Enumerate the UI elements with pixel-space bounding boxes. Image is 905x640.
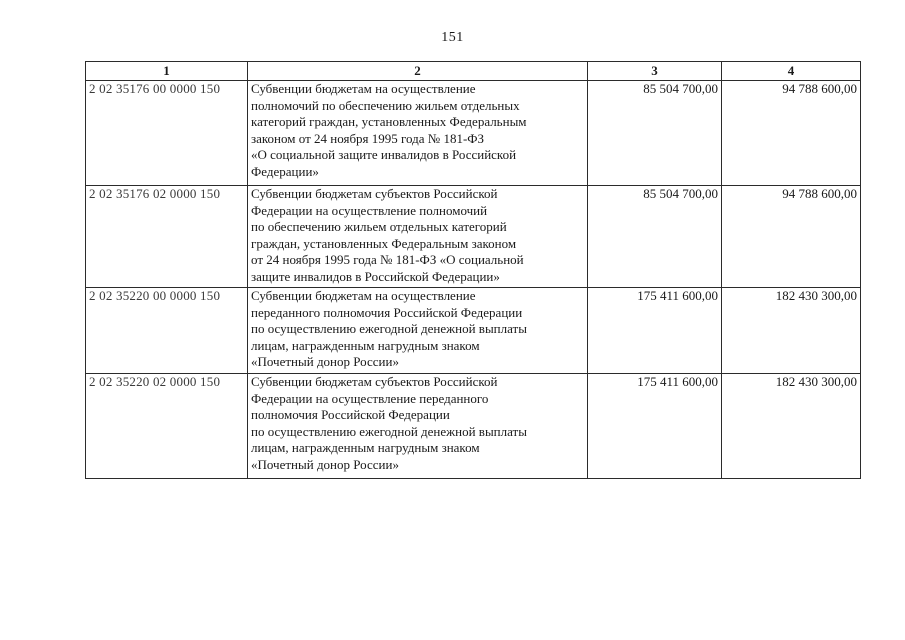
description-line: по осуществлению ежегодной денежной выплаты bbox=[251, 423, 527, 439]
description-line: Субвенции бюджетам субъектов Российской bbox=[251, 374, 498, 389]
description-line: полномочия Российской Федерации bbox=[251, 407, 450, 422]
description-line: Субвенции бюджетам субъектов Российской bbox=[251, 186, 498, 201]
budget-table bbox=[85, 61, 861, 479]
header-col-1: 1 bbox=[86, 62, 248, 81]
description-line: от 24 ноября 1995 года № 181-ФЗ «О социальной bbox=[251, 252, 524, 267]
description-line: Субвенции бюджетам на осуществление bbox=[251, 81, 476, 96]
description-line: переданного полномочия Российской Федерации bbox=[251, 304, 523, 320]
amount-col-4-cell: 182 430 300,00 bbox=[722, 288, 861, 374]
description-line: полномочий по обеспечению жильем отдельных bbox=[251, 97, 520, 113]
amount-col-4-cell: 94 788 600,00 bbox=[722, 81, 861, 186]
description-cell bbox=[248, 186, 588, 288]
description-line: «Почетный донор России» bbox=[251, 456, 399, 472]
description-line: категорий граждан, установленных Федеральным bbox=[251, 114, 527, 129]
description-line: по осуществлению ежегодной денежной выплаты bbox=[251, 321, 527, 336]
description-line: Федерации» bbox=[251, 163, 319, 179]
header-row bbox=[86, 62, 861, 81]
table-row bbox=[86, 186, 861, 288]
description-cell bbox=[248, 288, 588, 374]
amount-col-3-cell: 175 411 600,00 bbox=[588, 288, 722, 374]
table-row bbox=[86, 374, 861, 479]
amount-col-4-cell: 94 788 600,00 bbox=[722, 186, 861, 288]
header-col-2: 2 bbox=[248, 62, 588, 81]
table-body bbox=[86, 81, 861, 479]
table-row bbox=[86, 81, 861, 186]
description-cell bbox=[248, 374, 588, 479]
description-line: «О социальной защите инвалидов в Российской bbox=[251, 147, 517, 162]
amount-col-3-cell: 85 504 700,00 bbox=[588, 81, 722, 186]
description-cell bbox=[248, 81, 588, 186]
budget-code-cell: 2 02 35220 02 0000 150 bbox=[86, 374, 248, 479]
description-line: защите инвалидов в Российской Федерации» bbox=[251, 268, 500, 284]
budget-code-cell: 2 02 35176 02 0000 150 bbox=[86, 186, 248, 288]
description-line: «Почетный донор России» bbox=[251, 354, 399, 369]
header-col-3: 3 bbox=[588, 62, 722, 81]
description-line: лицам, награжденным нагрудным знаком bbox=[251, 440, 480, 455]
description-line: по обеспечению жильем отдельных категорий bbox=[251, 219, 507, 234]
description-line: граждан, установленных Федеральным законом bbox=[251, 235, 517, 251]
description-line: законом от 24 ноября 1995 года № 181-ФЗ bbox=[251, 130, 485, 146]
description-line: Федерации на осуществление полномочий bbox=[251, 202, 488, 218]
page-number: 151 bbox=[441, 30, 464, 45]
amount-col-3-cell: 175 411 600,00 bbox=[588, 374, 722, 479]
description-line: Субвенции бюджетам на осуществление bbox=[251, 288, 476, 303]
amount-col-3-cell: 85 504 700,00 bbox=[588, 186, 722, 288]
budget-code-cell: 2 02 35176 00 0000 150 bbox=[86, 81, 248, 186]
description-line: лицам, награжденным нагрудным знаком bbox=[251, 337, 480, 353]
amount-col-4-cell: 182 430 300,00 bbox=[722, 374, 861, 479]
table-header bbox=[86, 62, 861, 81]
header-col-4: 4 bbox=[722, 62, 861, 81]
budget-code-cell: 2 02 35220 00 0000 150 bbox=[86, 288, 248, 374]
table-row bbox=[86, 288, 861, 374]
description-line: Федерации на осуществление переданного bbox=[251, 390, 489, 406]
